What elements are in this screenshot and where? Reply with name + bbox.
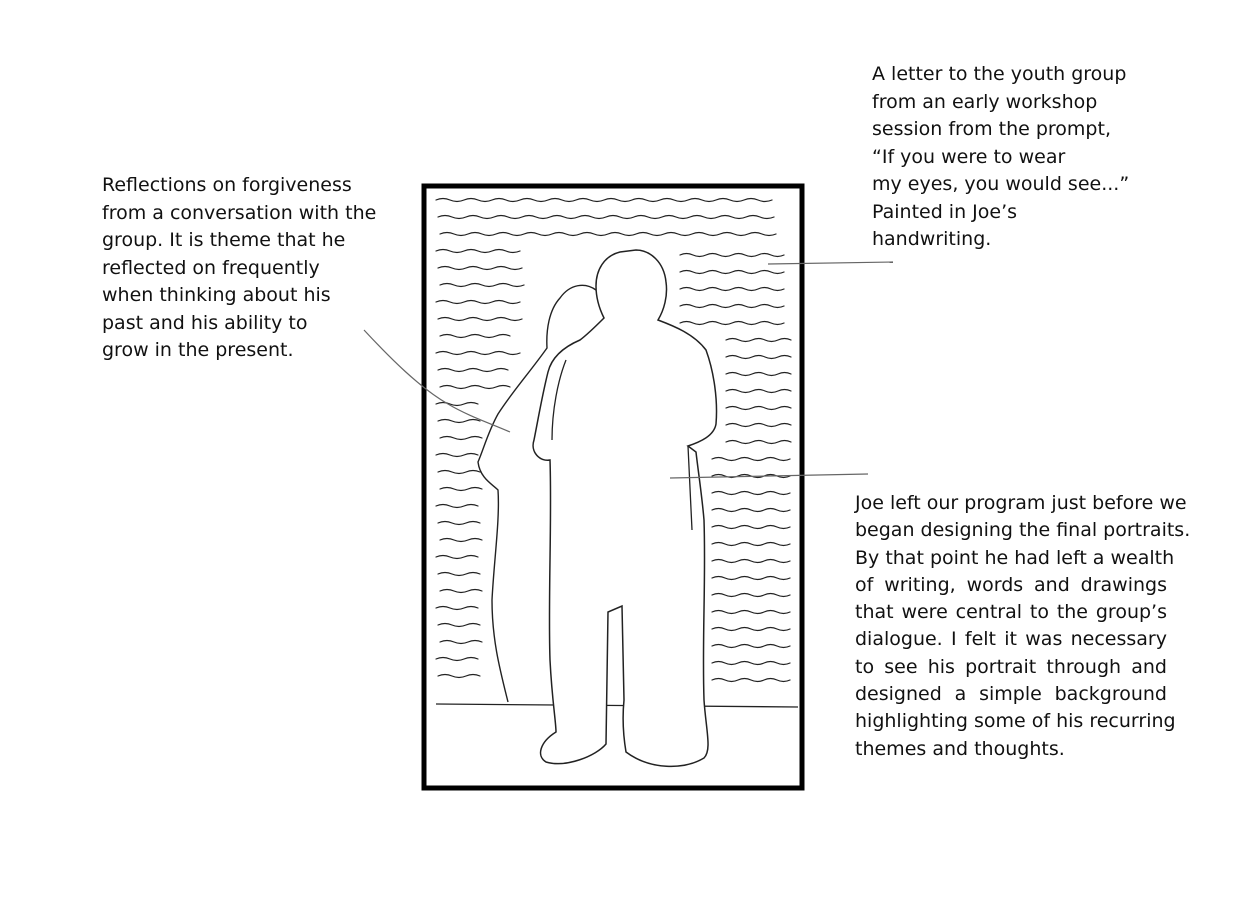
caption-line: from a conversation with the xyxy=(102,201,377,224)
caption-line: themes and thoughts. xyxy=(855,737,1065,760)
caption-line: to see his portrait through and xyxy=(855,655,1167,678)
caption-line: began designing the final portraits. xyxy=(855,519,1191,542)
program-caption xyxy=(855,490,1191,763)
caption-line: handwriting. xyxy=(872,228,992,250)
caption-line: By that point he had left a wealth xyxy=(855,546,1175,569)
caption-line: of writing, words and drawings xyxy=(855,573,1167,596)
caption-line: session from the prompt, xyxy=(872,118,1111,140)
caption-line: designed a simple background xyxy=(855,683,1167,706)
caption-line: Reflections on forgiveness xyxy=(102,174,352,196)
caption-line: Painted in Joe’s xyxy=(872,200,1018,223)
caption-line: “If you were to wear xyxy=(872,145,1066,168)
caption-line: past and his ability to xyxy=(102,311,308,334)
caption-line: group. It is theme that he xyxy=(102,229,346,251)
caption-line: highlighting some of his recurring xyxy=(855,710,1176,733)
caption-line: that were central to the group’s xyxy=(855,601,1167,624)
forgiveness-caption xyxy=(102,172,376,365)
caption-line: my eyes, you would see...” xyxy=(872,173,1130,195)
caption-line: Joe left our program just before we xyxy=(855,492,1187,514)
caption-line: dialogue. I felt it was necessary xyxy=(855,628,1167,651)
caption-line: A letter to the youth group xyxy=(872,63,1127,85)
letter-caption xyxy=(872,61,1129,254)
caption-line: from an early workshop xyxy=(872,90,1098,113)
caption-line: reflected on frequently xyxy=(102,256,320,279)
caption-line: when thinking about his xyxy=(102,284,331,306)
caption-line: grow in the present. xyxy=(102,339,294,361)
